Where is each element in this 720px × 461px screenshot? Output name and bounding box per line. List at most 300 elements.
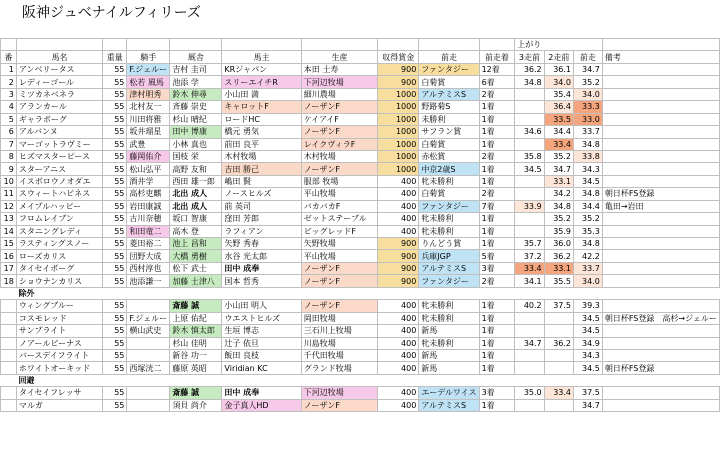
cell: ノーザンF	[301, 101, 377, 113]
cell: 55	[103, 337, 127, 349]
cell: キャロットF	[222, 101, 301, 113]
cell: 1着	[479, 163, 515, 175]
cell	[1, 399, 17, 411]
cell: 34.9	[574, 337, 603, 349]
cell: 7	[1, 138, 17, 150]
cell: 坂口 智康	[170, 213, 222, 225]
cell: 橋元 勇気	[222, 126, 301, 138]
cell: 1着	[479, 101, 515, 113]
cell: 33.7	[574, 126, 603, 138]
cell: 1000	[378, 150, 419, 162]
cell: 金子真人HD	[222, 399, 301, 411]
cell: 900	[378, 275, 419, 287]
column-header: 厩舎	[170, 51, 222, 63]
cell: 杉山 佳明	[170, 337, 222, 349]
cell: ノーザンF	[301, 399, 377, 411]
cell: 10	[1, 175, 17, 187]
cell: マルガ	[16, 399, 102, 411]
cell	[602, 101, 719, 113]
cell: 33.9	[515, 200, 544, 212]
entry-table	[0, 38, 720, 412]
cell: 34.5	[574, 312, 603, 324]
cell: 池添謙一	[127, 275, 170, 287]
cell	[103, 39, 127, 51]
cell: 藤原 英昭	[170, 362, 222, 374]
cell: 400	[378, 362, 419, 374]
column-header: 前走	[419, 51, 479, 63]
cell: 岩田康誠	[127, 200, 170, 212]
cell: 細川農場	[301, 88, 377, 100]
cell: サフラン賞	[419, 126, 479, 138]
cell: 34.8	[574, 238, 603, 250]
cell	[515, 362, 544, 374]
cell: 牝未勝利	[419, 312, 479, 324]
cell	[544, 362, 573, 374]
cell	[515, 188, 544, 200]
cell: 前 英司	[222, 200, 301, 212]
cell	[515, 88, 544, 100]
cell: 生垣 博志	[222, 325, 301, 337]
cell: スターアニス	[16, 163, 102, 175]
cell	[16, 39, 102, 51]
cell: 55	[103, 175, 127, 187]
cell: 北出 成人	[170, 200, 222, 212]
table-row	[1, 101, 720, 113]
cell: 牝未勝利	[419, 225, 479, 237]
cell: 34.0	[574, 275, 603, 287]
cell	[602, 250, 719, 262]
cell: 55	[103, 76, 127, 88]
cell: グランド牧場	[301, 362, 377, 374]
cell	[602, 138, 719, 150]
cell	[222, 39, 301, 51]
cell: 36.2	[544, 250, 573, 262]
cell: 34.3	[574, 349, 603, 361]
table-row	[1, 238, 720, 250]
cell: レディーゴール	[16, 76, 102, 88]
cell: アンベリータス	[16, 63, 102, 75]
cell: 34.7	[515, 337, 544, 349]
column-header: 生産	[301, 51, 377, 63]
cell: ゼットステーブル	[301, 213, 377, 225]
table-row	[1, 150, 720, 162]
cell: 木村牧場	[301, 150, 377, 162]
page-title: 阪神ジュベナイルフィリーズ	[22, 5, 201, 21]
cell: 13	[1, 213, 17, 225]
cell: 牝未勝利	[419, 175, 479, 187]
cell: 白菊賞	[419, 138, 479, 150]
cell: 1着	[479, 238, 515, 250]
cell: 35.0	[515, 387, 544, 399]
cell	[602, 399, 719, 411]
column-header: 収得賞金	[378, 51, 419, 63]
column-header: 前走	[574, 51, 603, 63]
cell: タイセイフレッサ	[16, 387, 102, 399]
cell: 55	[103, 88, 127, 100]
cell: 55	[103, 101, 127, 113]
cell: 5	[1, 113, 17, 125]
cell: サンプライト	[16, 325, 102, 337]
cell: ウエストヒルズ	[222, 312, 301, 324]
cell	[127, 349, 170, 361]
cell: 55	[103, 63, 127, 75]
table-row	[1, 63, 720, 75]
cell: 35.5	[544, 275, 573, 287]
cell	[602, 76, 719, 88]
cell: 12着	[479, 63, 515, 75]
cell: 水谷 光太郎	[222, 250, 301, 262]
cell: ショウナンカリス	[16, 275, 102, 287]
cell: 1着	[479, 325, 515, 337]
cell: 1着	[479, 225, 515, 237]
cell: 吉村 圭司	[170, 63, 222, 75]
cell: 400	[378, 188, 419, 200]
cell: 西田 雄一郎	[170, 175, 222, 187]
cell: 35.7	[515, 238, 544, 250]
cell: ノーザンF	[301, 163, 377, 175]
table-row	[1, 399, 720, 411]
cell: 千代田牧場	[301, 349, 377, 361]
cell: 朝日杯FS登録	[602, 362, 719, 374]
cell: 18	[1, 275, 17, 287]
cell: 鈴木 慎太郎	[170, 325, 222, 337]
cell	[515, 325, 544, 337]
cell: 400	[378, 300, 419, 312]
cell: 33.4	[515, 262, 544, 274]
cell: 1着	[479, 126, 515, 138]
cell: タイセイボーグ	[16, 262, 102, 274]
cell: 藤岡佑介	[127, 150, 170, 162]
cell: 34.6	[515, 126, 544, 138]
cell: 田中 成奉	[222, 387, 301, 399]
cell: 55	[103, 150, 127, 162]
cell: 36.4	[544, 101, 573, 113]
cell	[127, 387, 170, 399]
cell: 新馬	[419, 349, 479, 361]
cell: 35.9	[544, 225, 573, 237]
cell: スウィートハピネス	[16, 188, 102, 200]
cell: 900	[378, 238, 419, 250]
cell: 55	[103, 300, 127, 312]
cell: 35.2	[544, 150, 573, 162]
cell: 55	[103, 163, 127, 175]
table-row	[1, 250, 720, 262]
cell	[602, 113, 719, 125]
cell: 7着	[479, 200, 515, 212]
table-row	[1, 349, 720, 361]
cell: 55	[103, 225, 127, 237]
cell: 1着	[479, 113, 515, 125]
cell: ファンタジー	[419, 200, 479, 212]
cell: 北村友一	[127, 101, 170, 113]
cell: 37.5	[544, 300, 573, 312]
cell: KRジャパン	[222, 63, 301, 75]
cell: 33.8	[574, 150, 603, 162]
cell: 3	[1, 88, 17, 100]
cell	[515, 225, 544, 237]
cell: 11	[1, 188, 17, 200]
cell	[515, 213, 544, 225]
cell: 兵庫JGP	[419, 250, 479, 262]
cell: 1着	[479, 362, 515, 374]
cell	[301, 39, 377, 51]
column-header: 2走前	[544, 51, 573, 63]
cell: 55	[103, 399, 127, 411]
cell: 34.5	[515, 163, 544, 175]
cell: 平山牧場	[301, 250, 377, 262]
cell: 34.7	[574, 399, 603, 411]
cell	[1, 337, 17, 349]
table-row	[1, 200, 720, 212]
cell	[127, 399, 170, 411]
cell: 34.5	[574, 325, 603, 337]
cell: 55	[103, 126, 127, 138]
cell: 新馬	[419, 362, 479, 374]
cell: 34.8	[544, 200, 573, 212]
cell: 36.0	[544, 238, 573, 250]
cell: 36.1	[544, 63, 573, 75]
cell: 55	[103, 200, 127, 212]
cell: 池添 学	[170, 76, 222, 88]
cell: 400	[378, 325, 419, 337]
cell	[602, 150, 719, 162]
cell	[602, 262, 719, 274]
cell: 55	[103, 213, 127, 225]
cell: ケイアイF	[301, 113, 377, 125]
cell: ノースヒルズ	[222, 188, 301, 200]
cell: 小山田 満	[222, 88, 301, 100]
section-row	[1, 374, 720, 386]
cell: 川田将雅	[127, 113, 170, 125]
cell: 除外	[1, 287, 720, 299]
cell: 野路菊S	[419, 101, 479, 113]
cell: 松若 風馬	[127, 76, 170, 88]
cell: 34.8	[574, 138, 603, 150]
cell: 窪田 芳郎	[222, 213, 301, 225]
cell: 16	[1, 250, 17, 262]
cell: 400	[378, 337, 419, 349]
table-row	[1, 163, 720, 175]
cell: 34.0	[544, 76, 573, 88]
table-row	[1, 88, 720, 100]
cell	[544, 399, 573, 411]
cell: 2着	[479, 88, 515, 100]
cell: 須貝 尚介	[170, 399, 222, 411]
cell: 55	[103, 349, 127, 361]
table-row	[1, 113, 720, 125]
cell: 松下 武士	[170, 262, 222, 274]
cell	[1, 362, 17, 374]
cell: 北出 成人	[170, 188, 222, 200]
cell: 1着	[479, 175, 515, 187]
cell: 松山弘平	[127, 163, 170, 175]
cell: マーゴットラヴミー	[16, 138, 102, 150]
header-top-row	[1, 39, 720, 51]
cell: 辻子 依旦	[222, 337, 301, 349]
cell: 55	[103, 325, 127, 337]
cell	[127, 39, 170, 51]
cell: 田中 成奉	[222, 262, 301, 274]
table-row	[1, 312, 720, 324]
cell: 36.2	[515, 63, 544, 75]
cell: 古川奈穂	[127, 213, 170, 225]
cell: ノーザンF	[301, 262, 377, 274]
cell: 9	[1, 163, 17, 175]
cell: 矢野 秀春	[222, 238, 301, 250]
table-row	[1, 325, 720, 337]
cell	[127, 337, 170, 349]
cell: 池上 昌和	[170, 238, 222, 250]
cell: 牝未勝利	[419, 300, 479, 312]
cell: ノアールビーナス	[16, 337, 102, 349]
cell: 400	[378, 200, 419, 212]
cell: ヒズマスターピース	[16, 150, 102, 162]
column-header: 馬主	[222, 51, 301, 63]
cell: 津村明秀	[127, 88, 170, 100]
cell	[419, 39, 479, 51]
cell	[1, 387, 17, 399]
cell: 坂井瑠星	[127, 126, 170, 138]
cell: 団野大成	[127, 250, 170, 262]
cell: 飯田 良枝	[222, 349, 301, 361]
cell: 34.7	[574, 63, 603, 75]
cell: 5着	[479, 250, 515, 262]
cell: 白菊賞	[419, 76, 479, 88]
cell: 1着	[479, 349, 515, 361]
cell: 33.4	[544, 387, 573, 399]
column-header: 騎手	[127, 51, 170, 63]
cell: 400	[378, 387, 419, 399]
header-row	[1, 51, 720, 63]
cell: 55	[103, 138, 127, 150]
cell: 新馬	[419, 325, 479, 337]
cell: 1着	[479, 138, 515, 150]
cell: ウィングブルー	[16, 300, 102, 312]
cell: ノーザンF	[301, 275, 377, 287]
cell	[127, 300, 170, 312]
cell: 1着	[479, 300, 515, 312]
cell: ミツカネベネラ	[16, 88, 102, 100]
cell	[1, 312, 17, 324]
table-row	[1, 138, 720, 150]
cell: 37.2	[515, 250, 544, 262]
column-header: 重量	[103, 51, 127, 63]
cell: 和田竜二	[127, 225, 170, 237]
cell: ホワイトオーキッド	[16, 362, 102, 374]
cell	[515, 113, 544, 125]
cell: 国枝 栄	[170, 150, 222, 162]
cell	[602, 39, 719, 51]
cell	[515, 138, 544, 150]
cell: 3着	[479, 262, 515, 274]
cell: 2	[1, 76, 17, 88]
cell: 下河辺牧場	[301, 76, 377, 88]
table-row	[1, 262, 720, 274]
cell: 6着	[479, 76, 515, 88]
cell	[602, 126, 719, 138]
cell	[602, 63, 719, 75]
cell: 35.2	[544, 213, 573, 225]
cell	[602, 213, 719, 225]
cell: アルテミスS	[419, 88, 479, 100]
cell: ビッグレッドF	[301, 225, 377, 237]
cell: 前田 良平	[222, 138, 301, 150]
cell	[602, 325, 719, 337]
cell: ローズカリス	[16, 250, 102, 262]
cell: 55	[103, 362, 127, 374]
cell: Viridian KC	[222, 362, 301, 374]
cell: 34.7	[544, 163, 573, 175]
cell: 回避	[1, 374, 720, 386]
cell: 白菊賞	[419, 188, 479, 200]
cell: 3着	[479, 387, 515, 399]
column-header: 馬名	[16, 51, 102, 63]
cell: 中京2歳S	[419, 163, 479, 175]
cell: 嶋田 賢	[222, 175, 301, 187]
cell: 川島牧場	[301, 337, 377, 349]
cell: 1000	[378, 113, 419, 125]
cell: 8	[1, 150, 17, 162]
cell: 1000	[378, 101, 419, 113]
cell: 39.3	[574, 300, 603, 312]
cell: アルテミスS	[419, 399, 479, 411]
cell: 岡田牧場	[301, 312, 377, 324]
cell: 1着	[479, 337, 515, 349]
cell	[602, 225, 719, 237]
cell: 斎藤 誠	[170, 300, 222, 312]
cell: バカバカF	[301, 200, 377, 212]
cell: 1000	[378, 138, 419, 150]
cell	[515, 312, 544, 324]
cell: 6	[1, 126, 17, 138]
cell: 12	[1, 200, 17, 212]
race-entry-sheet	[0, 38, 720, 412]
cell: 34.8	[574, 188, 603, 200]
cell: 高野 友和	[170, 163, 222, 175]
cell: ギャラボーグ	[16, 113, 102, 125]
table-row	[1, 275, 720, 287]
cell: 34.4	[544, 126, 573, 138]
cell: 400	[378, 399, 419, 411]
column-header: 番	[1, 51, 17, 63]
cell: ラスティングスノー	[16, 238, 102, 250]
cell: 34.3	[574, 163, 603, 175]
cell: 40.2	[515, 300, 544, 312]
cell: 34.5	[574, 175, 603, 187]
cell: 大橋 勇樹	[170, 250, 222, 262]
cell: イスボロウノオダエ	[16, 175, 102, 187]
cell: 55	[103, 113, 127, 125]
cell: 55	[103, 275, 127, 287]
agari-header: 上がり	[515, 39, 603, 51]
cell	[544, 325, 573, 337]
cell: F.ジェルー	[127, 312, 170, 324]
cell: 鈴木 伸尋	[170, 88, 222, 100]
cell: 平山牧場	[301, 188, 377, 200]
cell: 田中 博康	[170, 126, 222, 138]
cell: 牝未勝利	[419, 337, 479, 349]
cell: 400	[378, 213, 419, 225]
column-header: 備考	[602, 51, 719, 63]
cell: 4	[1, 101, 17, 113]
cell: 2着	[479, 188, 515, 200]
cell	[170, 39, 222, 51]
cell: コスモレッド	[16, 312, 102, 324]
cell: アランカール	[16, 101, 102, 113]
cell: 33.1	[544, 262, 573, 274]
cell: 斎藤 誠	[170, 387, 222, 399]
cell: 35.2	[574, 76, 603, 88]
